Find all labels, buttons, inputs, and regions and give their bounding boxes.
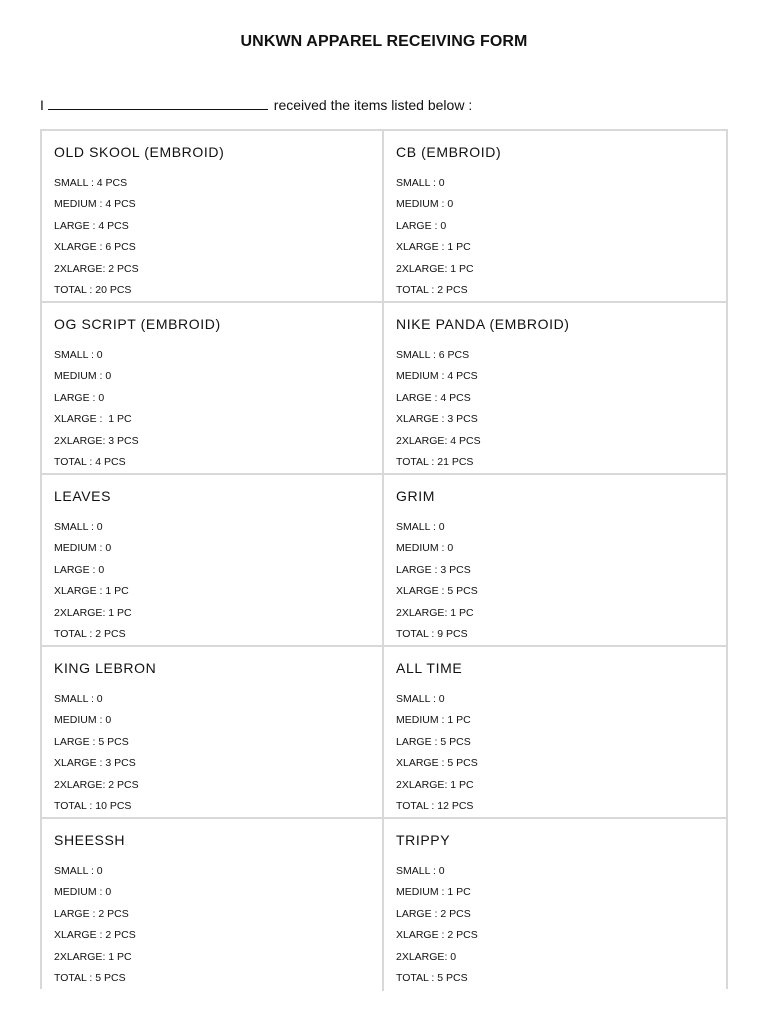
size-line-large: LARGE : 3 PCS — [396, 563, 471, 576]
size-line-large: LARGE : 5 PCS — [396, 735, 471, 748]
size-line-xlarge: XLARGE : 2 PCS — [54, 929, 136, 942]
total-line: TOTAL : 5 PCS — [54, 971, 126, 984]
item-card — [42, 131, 384, 303]
size-line-2xlarge: 2XLARGE: 1 PC — [396, 262, 474, 275]
items-grid — [40, 129, 728, 989]
receiver-name-blank[interactable] — [48, 96, 268, 110]
size-line-medium: MEDIUM : 0 — [396, 542, 454, 555]
size-line-xlarge: XLARGE : 1 PC — [54, 413, 132, 426]
form-title: UNKWN APPAREL RECEIVING FORM — [240, 33, 528, 50]
size-line-small: SMALL : 0 — [54, 521, 103, 533]
size-line-2xlarge: 2XLARGE: 2 PCS — [54, 778, 139, 791]
item-card — [384, 647, 726, 819]
size-line-xlarge: XLARGE : 1 PC — [396, 241, 471, 254]
size-line-small: SMALL : 0 — [396, 177, 445, 189]
total-line: TOTAL : 9 PCS — [396, 627, 468, 640]
item-name: TRIPPY — [396, 832, 451, 848]
size-line-2xlarge: 2XLARGE: 2 PCS — [54, 262, 139, 275]
size-line-medium: MEDIUM : 1 PC — [396, 714, 471, 727]
size-line-xlarge: XLARGE : 5 PCS — [396, 757, 478, 770]
size-line-xlarge: XLARGE : 3 PCS — [54, 757, 136, 770]
size-line-medium: MEDIUM : 0 — [54, 370, 112, 383]
item-name: NIKE PANDA (EMBROID) — [396, 316, 570, 332]
size-line-2xlarge: 2XLARGE: 1 PC — [54, 950, 132, 963]
item-card — [42, 475, 384, 647]
statement-prefix: I — [40, 97, 44, 113]
size-line-2xlarge: 2XLARGE: 1 PC — [396, 778, 474, 791]
size-line-medium: MEDIUM : 4 PCS — [54, 198, 136, 211]
size-line-large: LARGE : 0 — [54, 563, 105, 576]
size-line-2xlarge: 2XLARGE: 4 PCS — [396, 434, 481, 447]
total-line: TOTAL : 21 PCS — [396, 455, 474, 468]
total-line: TOTAL : 2 PCS — [396, 283, 468, 296]
receiver-statement — [40, 96, 472, 113]
size-line-xlarge: XLARGE : 3 PCS — [396, 413, 478, 426]
total-line: TOTAL : 4 PCS — [54, 455, 126, 468]
size-line-medium: MEDIUM : 0 — [54, 542, 112, 555]
total-line: TOTAL : 5 PCS — [396, 971, 468, 984]
item-name: GRIM — [396, 488, 435, 504]
total-line: TOTAL : 2 PCS — [54, 627, 126, 640]
item-name: OLD SKOOL (EMBROID) — [54, 144, 225, 160]
item-card — [384, 819, 726, 991]
size-line-2xlarge: 2XLARGE: 1 PC — [396, 606, 474, 619]
item-name: KING LEBRON — [54, 660, 157, 676]
size-line-large: LARGE : 4 PCS — [396, 391, 471, 404]
size-line-large: LARGE : 0 — [396, 219, 447, 232]
size-line-xlarge: XLARGE : 6 PCS — [54, 241, 136, 254]
item-name: OG SCRIPT (EMBROID) — [54, 316, 221, 332]
item-card — [384, 303, 726, 475]
item-name: CB (EMBROID) — [396, 144, 502, 160]
size-line-medium: MEDIUM : 0 — [54, 886, 112, 899]
item-name: LEAVES — [54, 488, 112, 504]
size-line-medium: MEDIUM : 0 — [54, 714, 112, 727]
size-line-medium: MEDIUM : 4 PCS — [396, 370, 478, 383]
size-line-large: LARGE : 0 — [54, 391, 105, 404]
total-line: TOTAL : 10 PCS — [54, 799, 132, 812]
size-line-small: SMALL : 0 — [396, 693, 445, 705]
item-card — [42, 647, 384, 819]
size-line-large: LARGE : 2 PCS — [54, 907, 129, 920]
size-line-xlarge: XLARGE : 2 PCS — [396, 929, 478, 942]
total-line: TOTAL : 20 PCS — [54, 283, 132, 296]
size-line-large: LARGE : 4 PCS — [54, 219, 129, 232]
size-line-xlarge: XLARGE : 5 PCS — [396, 585, 478, 598]
size-line-2xlarge: 2XLARGE: 3 PCS — [54, 434, 139, 447]
size-line-small: SMALL : 0 — [54, 865, 103, 877]
size-line-small: SMALL : 0 — [54, 349, 103, 361]
statement-suffix: received the items listed below : — [273, 97, 473, 113]
size-line-large: LARGE : 2 PCS — [396, 907, 471, 920]
total-line: TOTAL : 12 PCS — [396, 799, 474, 812]
size-line-medium: MEDIUM : 1 PC — [396, 886, 471, 899]
size-line-small: SMALL : 0 — [396, 521, 445, 533]
size-line-small: SMALL : 6 PCS — [396, 349, 470, 361]
item-name: SHEESSH — [54, 832, 126, 848]
item-name: ALL TIME — [396, 660, 463, 676]
item-card — [42, 819, 384, 991]
item-card — [384, 131, 726, 303]
size-line-small: SMALL : 0 — [54, 693, 103, 705]
size-line-small: SMALL : 4 PCS — [54, 177, 128, 189]
size-line-small: SMALL : 0 — [396, 865, 445, 877]
size-line-2xlarge: 2XLARGE: 0 — [396, 950, 457, 963]
item-card — [42, 303, 384, 475]
size-line-medium: MEDIUM : 0 — [396, 198, 454, 211]
item-card — [384, 475, 726, 647]
size-line-large: LARGE : 5 PCS — [54, 735, 129, 748]
size-line-xlarge: XLARGE : 1 PC — [54, 585, 129, 598]
size-line-2xlarge: 2XLARGE: 1 PC — [54, 606, 132, 619]
